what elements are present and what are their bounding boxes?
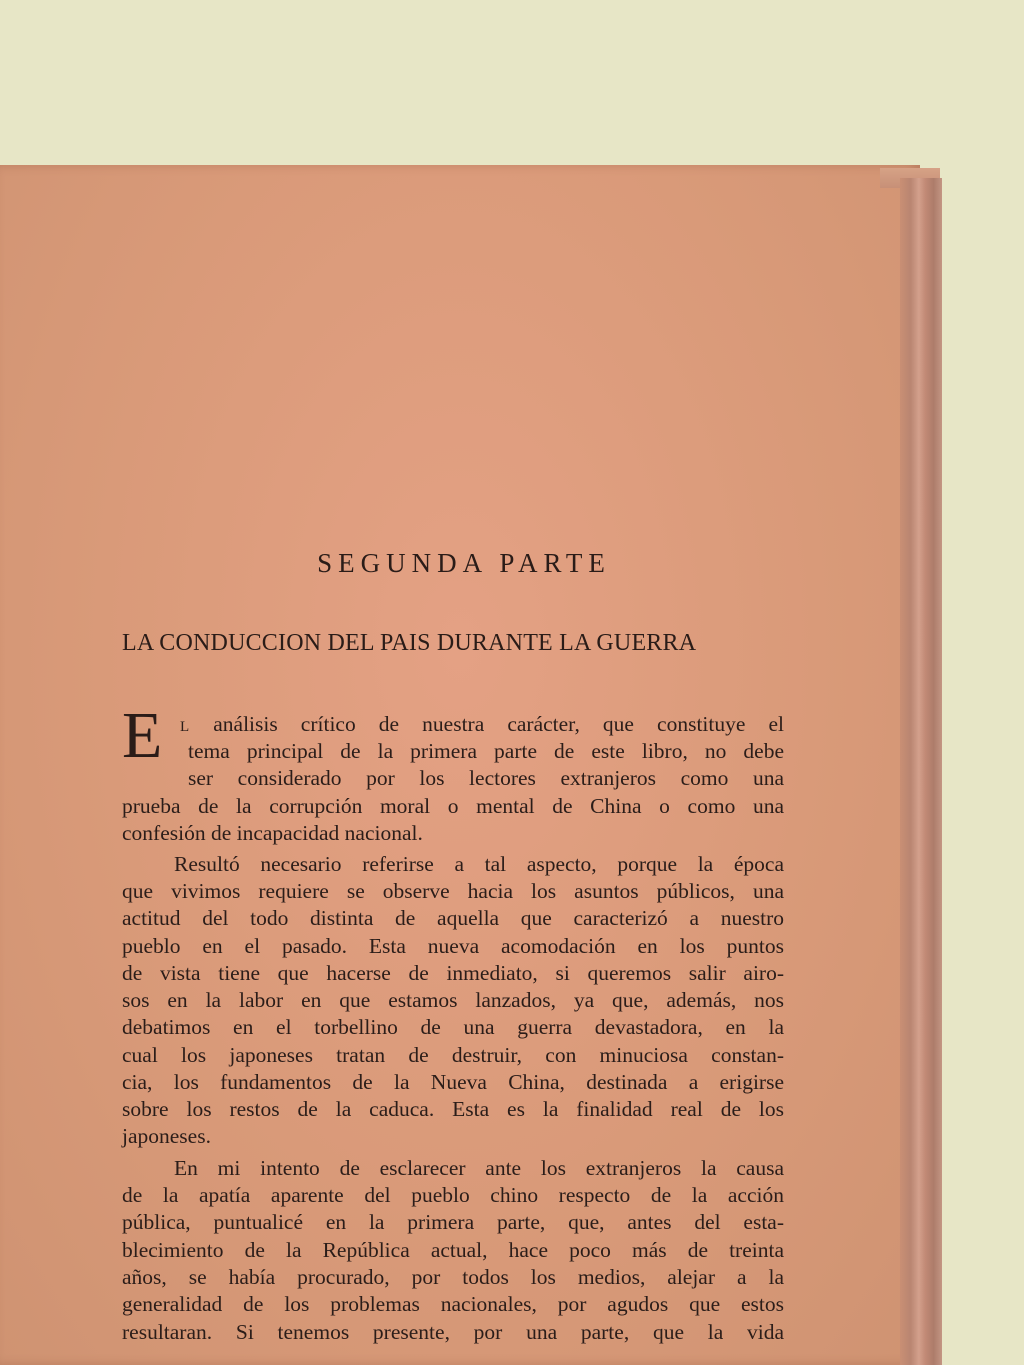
text-line: japoneses. bbox=[122, 1124, 211, 1148]
text-line: sos en la labor en que estamos lanzados, ya que, además, nos bbox=[122, 988, 784, 1012]
text-line: pública, puntualicé en la primera parte, que, antes del esta- bbox=[122, 1210, 784, 1234]
chapter-heading: LA CONDUCCION DEL PAIS DURANTE LA GUERRA bbox=[122, 630, 697, 656]
text-line: años, se había procurado, por todos los medios, alejar a la bbox=[122, 1265, 784, 1289]
text-line: L análisis crítico de nuestra carácter, que constituye el bbox=[180, 712, 784, 736]
text-line: de la apatía aparente del pueblo chino respecto de la acción bbox=[122, 1183, 784, 1207]
text-line: actitud del todo distinta de aquella que caracterizó a nuestro bbox=[122, 906, 784, 930]
part-heading: SEGUNDA PARTE bbox=[317, 548, 611, 578]
text-line: cia, los fundamentos de la Nueva China, destinada a erigirse bbox=[122, 1070, 784, 1094]
text-line: ser considerado por los lectores extranjeros como una bbox=[188, 766, 784, 790]
text-line: pueblo en el pasado. Esta nueva acomodación en los puntos bbox=[122, 934, 784, 958]
text-line: debatimos en el torbellino de una guerra devastadora, en la bbox=[122, 1015, 784, 1039]
text-line: de vista tiene que hacerse de inmediato, si queremos salir airo- bbox=[122, 961, 784, 985]
text-line: confesión de incapacidad nacional. bbox=[122, 821, 423, 845]
text-line: sobre los restos de la caduca. Esta es la finalidad real de los bbox=[122, 1097, 784, 1121]
text-line: En mi intento de esclarecer ante los extranjeros la causa bbox=[174, 1156, 784, 1180]
text-line: tema principal de la primera parte de este libro, no debe bbox=[188, 739, 784, 763]
text-line: generalidad de los problemas nacionales, por agudos que estos bbox=[122, 1292, 784, 1316]
first-word-rest: L bbox=[180, 719, 191, 735]
text-line: que vivimos requiere se observe hacia los asuntos públicos, una bbox=[122, 879, 784, 903]
text-line: cual los japoneses tratan de destruir, con minuciosa constan- bbox=[122, 1043, 784, 1067]
text-line: resultaran. Si tenemos presente, por una parte, que la vida bbox=[122, 1320, 784, 1344]
text-line: blecimiento de la República actual, hace poco más de treinta bbox=[122, 1238, 784, 1262]
book-page-edges bbox=[900, 178, 942, 1365]
drop-cap: E bbox=[122, 699, 163, 772]
text-line: prueba de la corrupción moral o mental de China o como una bbox=[122, 794, 784, 818]
text-line: Resultó necesario referirse a tal aspecto, porque la época bbox=[174, 852, 784, 876]
